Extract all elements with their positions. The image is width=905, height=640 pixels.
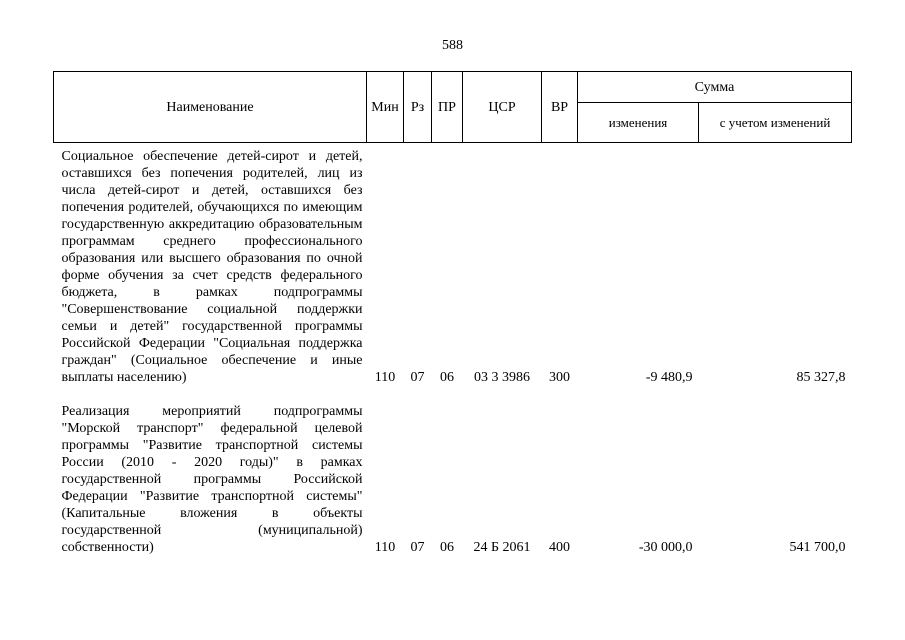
row-with-change: 541 700,0 [789,540,846,555]
header-sum: Сумма [578,72,852,103]
row-pr: 06 [440,540,454,555]
header-csr: ЦСР [463,72,542,143]
header-vr: ВР [542,72,578,143]
row-min: 110 [374,370,396,385]
row-name: Социальное обеспечение детей-сирот и детей, оставшихся без попечения родителей, лиц из числа детей-сирот и детей, оставшихся без попечения родителей, обучающихся по имеющим государственную аккредитацию образовательным программам среднего профессионального образования или высшего образования по очной форме обучения за счет средств федерального бюджета, в рамках подпрограммы "Совершенствование социальной поддержки семьи и детей" государственной программы Российской Федерации "Социальная поддержка граждан" (Социальное обеспечение и иные выплаты населению) [61,149,363,385]
row-change: -9 480,9 [645,370,693,385]
row-csr: 03 3 3986 [474,370,530,385]
row-name: Реализация мероприятий подпрограммы "Морской транспорт" федеральной целевой программы "Развитие транспортной системы России (2010 - 2020 годы)" в рамках государственной программы Российской Федерации "Развитие транспортной системы" (Капитальные вложения в объекты государственной (муниципальной) собственности) [61,404,363,555]
row-change: -30 000,0 [638,540,693,555]
header-with-change: с учетом изменений [699,103,852,143]
header-change: изменения [578,103,699,143]
header-pr: ПР [432,72,463,143]
page-number: 588 [442,38,463,53]
table-row [54,143,852,387]
table-row [54,386,852,556]
row-csr: 24 Б 2061 [473,540,531,555]
row-rz: 07 [410,370,425,385]
row-pr: 06 [440,370,454,385]
header-min: Мин [367,72,404,143]
row-vr: 400 [549,540,570,555]
row-with-change: 85 327,8 [796,370,846,385]
row-vr: 300 [549,370,570,385]
row-min: 110 [374,540,396,555]
header-name: Наименование [54,72,367,143]
budget-table [53,71,852,556]
row-rz: 07 [410,540,425,555]
header-rz: Рз [404,72,432,143]
